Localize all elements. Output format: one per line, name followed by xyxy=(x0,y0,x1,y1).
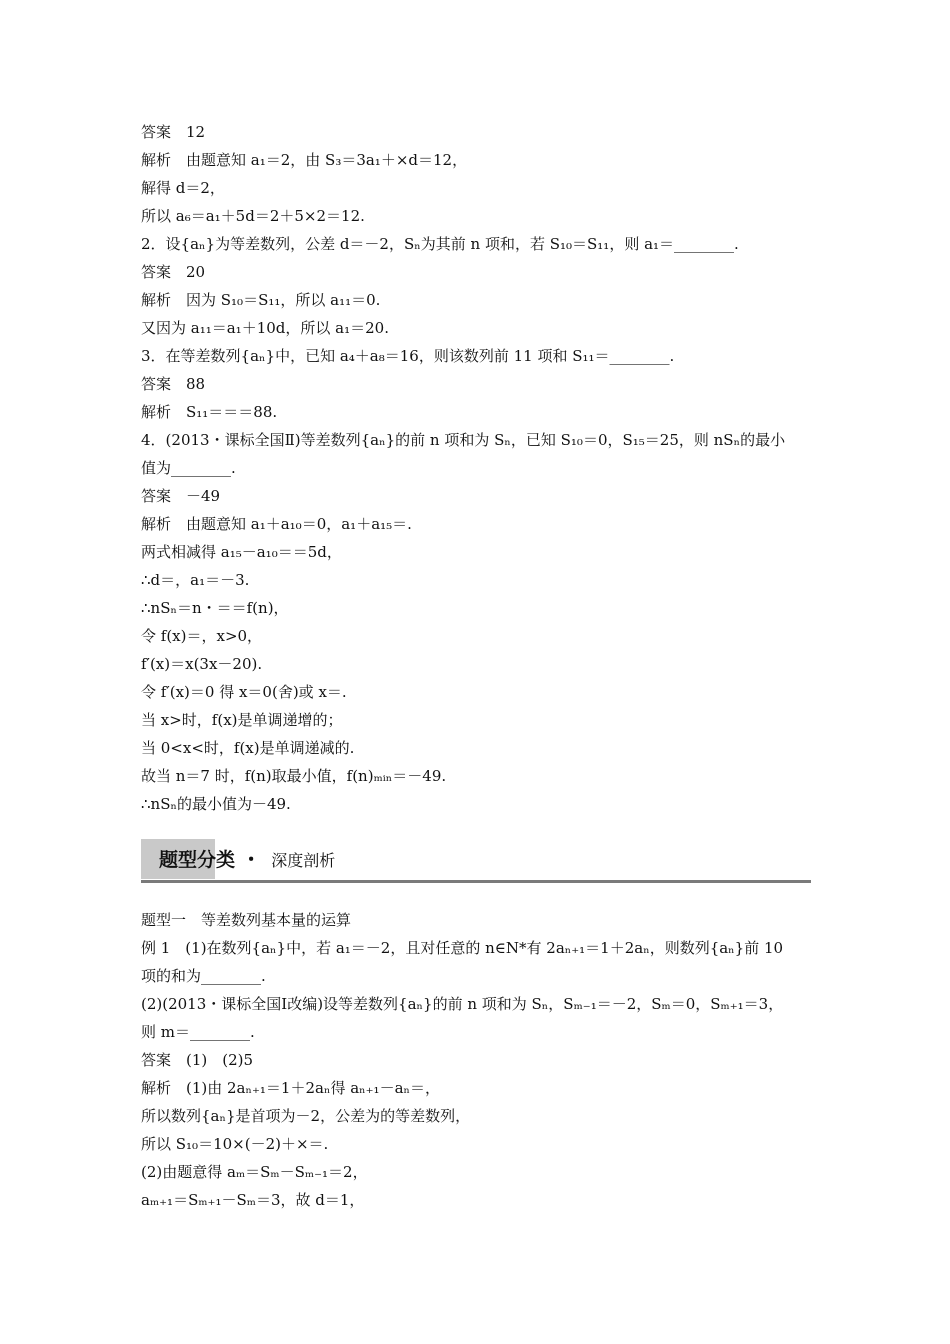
text-line: 项的和为________. xyxy=(141,967,266,985)
text-line: 2．设{aₙ}为等差数列，公差 d＝－2，Sₙ为其前 n 项和，若 S₁₀＝S₁₁，则 a₁＝________. xyxy=(141,235,739,253)
text-line: 答案 (1) (2)5 xyxy=(141,1051,254,1069)
text-line: (2)由题意得 aₘ＝Sₘ－Sₘ₋₁＝2， xyxy=(141,1163,368,1181)
text-line: 答案 －49 xyxy=(141,487,221,505)
page-content-top xyxy=(141,118,811,818)
text-line: 解析 由题意知 a₁＋a₁₀＝0，a₁＋a₁₅＝. xyxy=(141,515,412,533)
text-line: (2)(2013・课标全国Ⅰ改编)设等差数列{aₙ}的前 n 项和为 Sₙ，Sₘ₋₁＝－2，Sₘ＝0，Sₘ₊₁＝3， xyxy=(141,995,784,1013)
text-line: 解析 由题意知 a₁＝2，由 S₃＝3a₁＋×d＝12， xyxy=(141,151,468,169)
text-line: 所以 a₆＝a₁＋5d＝2＋5×2＝12. xyxy=(141,207,365,225)
text-line: 故当 n＝7 时，f(n)取最小值，f(n)ₘᵢₙ＝－49. xyxy=(141,767,447,785)
text-line: 解析 因为 S₁₀＝S₁₁，所以 a₁₁＝0. xyxy=(141,291,381,309)
text-line: ∴nSₙ＝n・＝＝f(n)， xyxy=(141,599,289,617)
text-line: 又因为 a₁₁＝a₁＋10d，所以 a₁＝20. xyxy=(141,319,389,337)
text-line: aₘ₊₁＝Sₘ₊₁－Sₘ＝3，故 d＝1， xyxy=(141,1191,365,1209)
text-line: 答案 12 xyxy=(141,123,206,141)
text-line: 所以数列{aₙ}是首项为－2，公差为的等差数列， xyxy=(141,1107,471,1125)
text-line: 3．在等差数列{aₙ}中，已知 a₄＋a₈＝16，则该数列前 11 项和 S₁₁＝________. xyxy=(141,347,675,365)
text-line: 解析 S₁₁＝＝＝88. xyxy=(141,403,278,421)
section-subtitle: 深度剖析 xyxy=(271,851,336,870)
text-line: 答案 20 xyxy=(141,263,206,281)
text-line: f′(x)＝x(3x－20). xyxy=(141,655,263,673)
text-line: 解得 d＝2， xyxy=(141,179,225,197)
text-line: 例 1 (1)在数列{aₙ}中，若 a₁＝－2，且对任意的 n∈N*有 2aₙ₊₁＝1＋2aₙ，则数列{aₙ}前 10 xyxy=(141,939,784,957)
text-line: ∴d＝，a₁＝－3. xyxy=(141,571,250,589)
section-title-dot: ・ xyxy=(241,849,261,871)
text-line: 令 f(x)＝，x>0， xyxy=(141,627,263,645)
text-line: 4．(2013・课标全国Ⅱ)等差数列{aₙ}的前 n 项和为 Sₙ，已知 S₁₀＝0，S₁₅＝25，则 nSₙ的最小 xyxy=(141,431,786,449)
text-line: 解析 (1)由 2aₙ₊₁＝1＋2aₙ得 aₙ₊₁－aₙ＝， xyxy=(141,1079,441,1097)
text-line: 当 x>时，f(x)是单调递增的； xyxy=(141,711,343,729)
section-rule xyxy=(141,880,811,883)
text-line: ∴nSₙ的最小值为－49. xyxy=(141,795,291,813)
text-line: 答案 88 xyxy=(141,375,206,393)
text-line: 所以 S₁₀＝10×(－2)＋×＝. xyxy=(141,1135,329,1153)
page-content-bottom xyxy=(141,906,811,1214)
text-line: 题型一 等差数列基本量的运算 xyxy=(141,911,352,929)
section-header xyxy=(141,839,811,883)
text-line: 令 f′(x)＝0 得 x＝0(舍)或 x＝. xyxy=(141,683,347,701)
section-title-main: 题型分类 xyxy=(159,849,236,871)
text-line: 当 0<x<时，f(x)是单调递减的. xyxy=(141,739,355,757)
section-title xyxy=(159,845,335,872)
text-line: 值为________. xyxy=(141,459,236,477)
text-line: 两式相减得 a₁₅－a₁₀＝＝5d， xyxy=(141,543,342,561)
text-line: 则 m＝________. xyxy=(141,1023,255,1041)
